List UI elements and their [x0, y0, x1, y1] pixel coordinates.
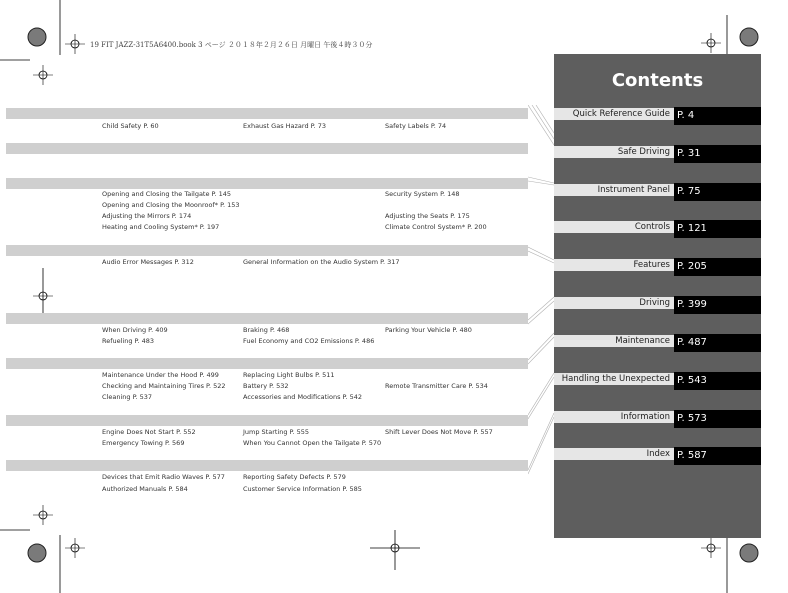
page-title: Contents	[611, 70, 704, 91]
toc-entry-accessories[interactable]: Accessories and Modifications P. 542	[243, 393, 362, 401]
toc-entry-child-safety[interactable]: Child Safety P. 60	[102, 122, 159, 130]
toc-entry-cleaning[interactable]: Cleaning P. 537	[102, 393, 153, 401]
toc-entry-audio-error[interactable]: Audio Error Messages P. 312	[102, 258, 194, 266]
toc-entry-when-driving[interactable]: When Driving P. 409	[102, 326, 168, 334]
toc-entry-parking[interactable]: Parking Your Vehicle P. 480	[385, 326, 472, 334]
section-bar-handling-the-unexpected	[6, 415, 528, 426]
tab-page-instrument-panel[interactable]: P. 75	[674, 183, 761, 201]
toc-entry-radio-waves[interactable]: Devices that Emit Radio Waves P. 577	[102, 473, 225, 481]
section-bar-safe-driving	[6, 108, 528, 119]
tab-index[interactable]: Index	[554, 448, 674, 460]
toc-entry-light-bulbs[interactable]: Replacing Light Bulbs P. 511	[243, 371, 335, 379]
toc-entry-under-hood[interactable]: Maintenance Under the Hood P. 499	[102, 371, 219, 379]
toc-entry-tires[interactable]: Checking and Maintaining Tires P. 522	[102, 382, 226, 390]
tab-page-safe-driving[interactable]: P. 31	[674, 145, 761, 163]
toc-entry-safety-defects[interactable]: Reporting Safety Defects P. 579	[243, 473, 346, 481]
toc-entry-tailgate-open[interactable]: When You Cannot Open the Tailgate P. 570	[243, 439, 382, 447]
toc-entry-battery[interactable]: Battery P. 532	[243, 382, 289, 390]
tab-page-handling-the-unexpected[interactable]: P. 543	[674, 372, 761, 390]
crop-mark-bottom-left	[0, 495, 110, 593]
toc-entry-security-system[interactable]: Security System P. 148	[385, 190, 460, 198]
section-bar-maintenance	[6, 358, 528, 369]
toc-entry-engine-start[interactable]: Engine Does Not Start P. 552	[102, 428, 196, 436]
toc-entry-audio-general[interactable]: General Information on the Audio System P. 317	[243, 258, 400, 266]
tab-page-driving[interactable]: P. 399	[674, 296, 761, 314]
tab-page-maintenance[interactable]: P. 487	[674, 334, 761, 352]
toc-entry-emergency-towing[interactable]: Emergency Towing P. 569	[102, 439, 185, 447]
registration-mark-bottom-center	[370, 530, 420, 570]
toc-entry-jump-starting[interactable]: Jump Starting P. 555	[243, 428, 310, 436]
crop-mark-top-left	[0, 0, 110, 100]
toc-entry-authorized-manuals[interactable]: Authorized Manuals P. 584	[102, 485, 188, 493]
tab-driving[interactable]: Driving	[554, 297, 674, 309]
tab-page-index[interactable]: P. 587	[674, 447, 761, 465]
tab-page-controls[interactable]: P. 121	[674, 220, 761, 238]
toc-entry-seats[interactable]: Adjusting the Seats P. 175	[385, 212, 470, 220]
toc-entry-tailgate[interactable]: Opening and Closing the Tailgate P. 145	[102, 190, 231, 198]
tab-features[interactable]: Features	[554, 259, 674, 271]
toc-entry-braking[interactable]: Braking P. 468	[243, 326, 290, 334]
toc-entry-heating-cooling[interactable]: Heating and Cooling System* P. 197	[102, 223, 220, 231]
tab-page-features[interactable]: P. 205	[674, 258, 761, 276]
toc-entry-remote-transmitter[interactable]: Remote Transmitter Care P. 534	[385, 382, 488, 390]
tab-maintenance[interactable]: Maintenance	[554, 335, 674, 347]
toc-entry-mirrors[interactable]: Adjusting the Mirrors P. 174	[102, 212, 192, 220]
tab-information[interactable]: Information	[554, 411, 674, 423]
print-header: 19 FIT JAZZ-31T5A6400.book 3 ページ ２０１８年２月２６日 月曜日 午後４時３０分	[90, 41, 373, 49]
toc-entry-exhaust-gas-hazard[interactable]: Exhaust Gas Hazard P. 73	[243, 122, 326, 130]
tab-instrument-panel[interactable]: Instrument Panel	[554, 184, 674, 196]
section-bar-driving	[6, 313, 528, 324]
tab-quick-reference-guide[interactable]: Quick Reference Guide	[554, 108, 674, 120]
tab-controls[interactable]: Controls	[554, 221, 674, 233]
toc-entry-moonroof[interactable]: Opening and Closing the Moonroof* P. 153	[102, 201, 240, 209]
section-bar-instrument-panel	[6, 143, 528, 154]
toc-entry-refueling[interactable]: Refueling P. 483	[102, 337, 154, 345]
tab-page-information[interactable]: P. 573	[674, 410, 761, 428]
connector-hatching	[528, 105, 556, 475]
toc-entry-customer-service[interactable]: Customer Service Information P. 585	[243, 485, 362, 493]
tab-safe-driving[interactable]: Safe Driving	[554, 146, 674, 158]
tab-page-quick-reference-guide[interactable]: P. 4	[674, 107, 761, 125]
section-bar-controls	[6, 178, 528, 189]
toc-entry-shift-lever[interactable]: Shift Lever Does Not Move P. 557	[385, 428, 493, 436]
section-bar-features	[6, 245, 528, 256]
toc-entry-climate-control[interactable]: Climate Control System* P. 200	[385, 223, 487, 231]
section-bar-information	[6, 460, 528, 471]
tab-handling-the-unexpected[interactable]: Handling the Unexpected	[554, 373, 674, 385]
toc-entry-safety-labels[interactable]: Safety Labels P. 74	[385, 122, 447, 130]
toc-entry-fuel-economy[interactable]: Fuel Economy and CO2 Emissions P. 486	[243, 337, 375, 345]
